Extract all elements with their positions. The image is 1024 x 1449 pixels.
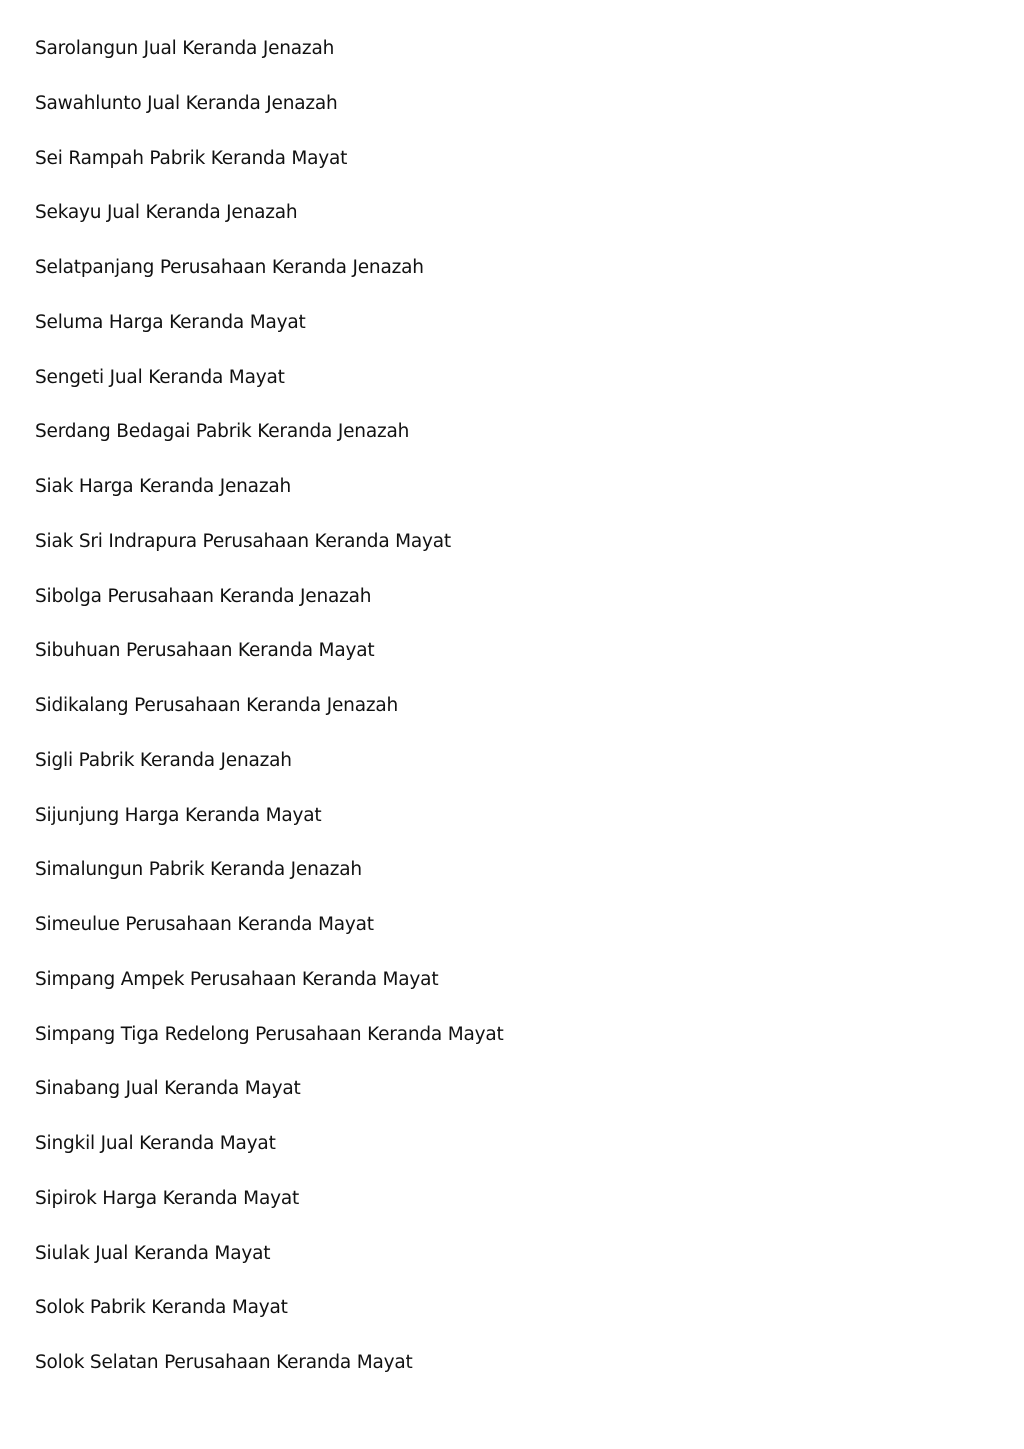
list-item (35, 583, 504, 638)
link-sekayu[interactable]: Sekayu Jual Keranda Jenazah (35, 202, 298, 224)
list-item (35, 1021, 504, 1076)
link-siak-sri-indrapura[interactable]: Siak Sri Indrapura Perusahaan Keranda Mayat (35, 530, 451, 552)
list-item (35, 1075, 504, 1130)
link-siulak[interactable]: Siulak Jual Keranda Mayat (35, 1242, 271, 1264)
link-sipirok[interactable]: Sipirok Harga Keranda Mayat (35, 1187, 300, 1209)
link-sibolga[interactable]: Sibolga Perusahaan Keranda Jenazah (35, 585, 372, 607)
link-sibuhuan[interactable]: Sibuhuan Perusahaan Keranda Mayat (35, 640, 375, 662)
link-simpang-tiga-redelong[interactable]: Simpang Tiga Redelong Perusahaan Keranda Mayat (35, 1023, 504, 1045)
list-item (35, 856, 504, 911)
link-sei-rampah[interactable]: Sei Rampah Pabrik Keranda Mayat (35, 147, 348, 169)
link-list (35, 35, 504, 1404)
link-sinabang[interactable]: Sinabang Jual Keranda Mayat (35, 1078, 301, 1100)
list-item (35, 911, 504, 966)
list-item (35, 637, 504, 692)
link-sarolangun[interactable]: Sarolangun Jual Keranda Jenazah (35, 38, 335, 59)
link-sijunjung[interactable]: Sijunjung Harga Keranda Mayat (35, 804, 322, 826)
link-simeulue[interactable]: Simeulue Perusahaan Keranda Mayat (35, 914, 374, 935)
link-simalungun[interactable]: Simalungun Pabrik Keranda Jenazah (35, 859, 362, 881)
link-sigli[interactable]: Sigli Pabrik Keranda Jenazah (35, 749, 292, 771)
list-item (35, 309, 504, 364)
list-item (35, 145, 504, 200)
link-solok[interactable]: Solok Pabrik Keranda Mayat (35, 1297, 288, 1319)
list-item (35, 90, 504, 145)
list-item (35, 1240, 504, 1295)
list-item (35, 254, 504, 309)
link-simpang-ampek[interactable]: Simpang Ampek Perusahaan Keranda Mayat (35, 968, 439, 990)
list-item (35, 802, 504, 857)
list-item (35, 528, 504, 583)
list-item (35, 418, 504, 473)
link-singkil[interactable]: Singkil Jual Keranda Mayat (35, 1133, 276, 1154)
link-sawahlunto[interactable]: Sawahlunto Jual Keranda Jenazah (35, 92, 338, 114)
list-item (35, 1130, 504, 1185)
link-selatpanjang[interactable]: Selatpanjang Perusahaan Keranda Jenazah (35, 257, 424, 278)
list-item (35, 1294, 504, 1349)
list-item (35, 473, 504, 528)
list-item (35, 35, 504, 90)
link-serdang-bedagai[interactable]: Serdang Bedagai Pabrik Keranda Jenazah (35, 421, 410, 443)
link-siak[interactable]: Siak Harga Keranda Jenazah (35, 476, 291, 497)
list-item (35, 1185, 504, 1240)
link-sidikalang[interactable]: Sidikalang Perusahaan Keranda Jenazah (35, 695, 398, 716)
list-item (35, 1349, 504, 1404)
link-sengeti[interactable]: Sengeti Jual Keranda Mayat (35, 366, 285, 388)
list-item (35, 692, 504, 747)
list-item (35, 364, 504, 419)
link-seluma[interactable]: Seluma Harga Keranda Mayat (35, 311, 306, 333)
list-item (35, 747, 504, 802)
list-item (35, 966, 504, 1021)
list-item (35, 199, 504, 254)
link-solok-selatan[interactable]: Solok Selatan Perusahaan Keranda Mayat (35, 1352, 413, 1373)
